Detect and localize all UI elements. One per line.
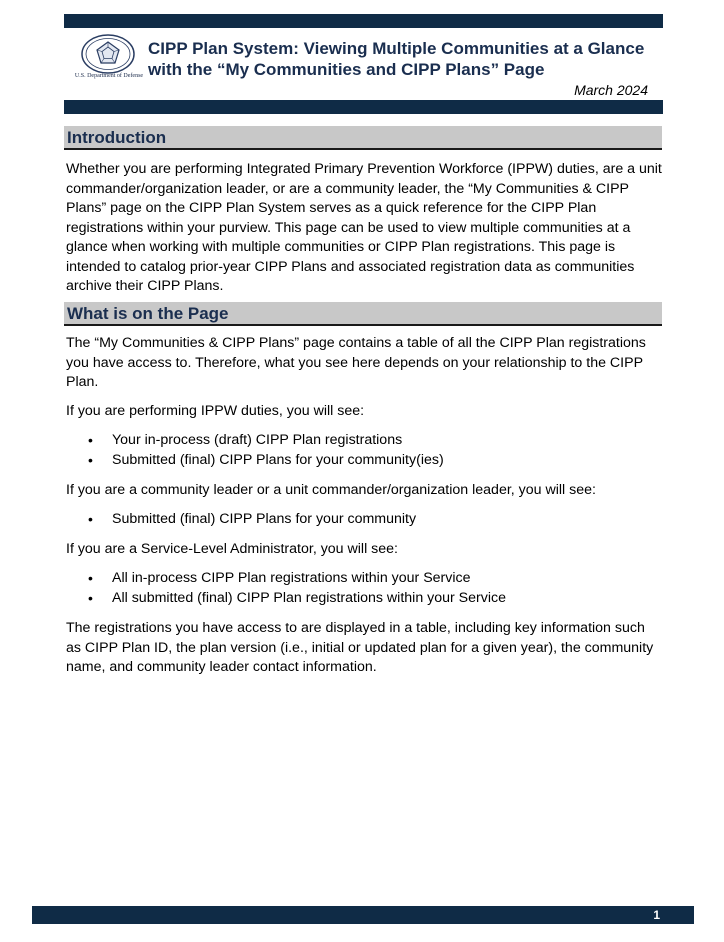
list-item: • All submitted (final) CIPP Plan registrations within your Service <box>66 589 662 609</box>
page-paragraph-2: If you are performing IPPW duties, you will see: <box>66 403 365 419</box>
header-top-bar <box>64 14 663 28</box>
page-paragraph-1: The “My Communities & CIPP Plans” page contains a table of all the CIPP Plan registrations you have access to. Therefore, what you see here depends on your relationship to the CIPP Plan. <box>66 335 646 390</box>
page-number: 1 <box>653 908 660 922</box>
section-heading-introduction <box>64 126 662 150</box>
list-item: • Submitted (final) CIPP Plans for your community(ies) <box>66 451 662 471</box>
leader-bullet-list <box>66 510 662 530</box>
seal-caption: U.S. Department of Defense <box>74 73 144 79</box>
footer-bar <box>32 906 694 924</box>
ippw-bullet-list <box>66 431 662 471</box>
document-title: CIPP Plan System: Viewing Multiple Communities at a Glance with the “My Communities and CIPP Plans” Page <box>148 39 645 79</box>
section-heading-what-is-on-the-page <box>64 302 662 326</box>
admin-bullet-list <box>66 569 662 609</box>
intro-paragraph: Whether you are performing Integrated Primary Prevention Workforce (IPPW) duties, are a unit commander/organization leader, or are a community leader, the “My Communities & CIPP Plans” page on the CIPP Plan System serves as a quick reference for the CIPP Plan registrations within your purview. This page can be used to view multiple communities at a glance when working with multiple communities or CIPP Plan registrations. This page is intended to catalog prior-year CIPP Plans and associated registration data as communities archive their CIPP Plans. <box>66 161 662 294</box>
header-bottom-bar <box>64 100 663 114</box>
section-heading-label: What is on the Page <box>67 304 229 323</box>
page-paragraph-3: If you are a community leader or a unit commander/organization leader, you will see: <box>66 482 596 498</box>
document-date: March 2024 <box>574 82 648 98</box>
list-item: • Submitted (final) CIPP Plans for your community <box>66 510 662 530</box>
list-item: • All in-process CIPP Plan registrations within your Service <box>66 569 662 589</box>
list-item: • Your in-process (draft) CIPP Plan registrations <box>66 431 662 451</box>
page-paragraph-4: If you are a Service-Level Administrator, you will see: <box>66 541 398 557</box>
section-heading-label: Introduction <box>67 128 167 147</box>
page-paragraph-5: The registrations you have access to are displayed in a table, including key information such as CIPP Plan ID, the plan version (i.e., initial or updated plan for a given year), the community name, and community leader contact information. <box>66 620 654 675</box>
